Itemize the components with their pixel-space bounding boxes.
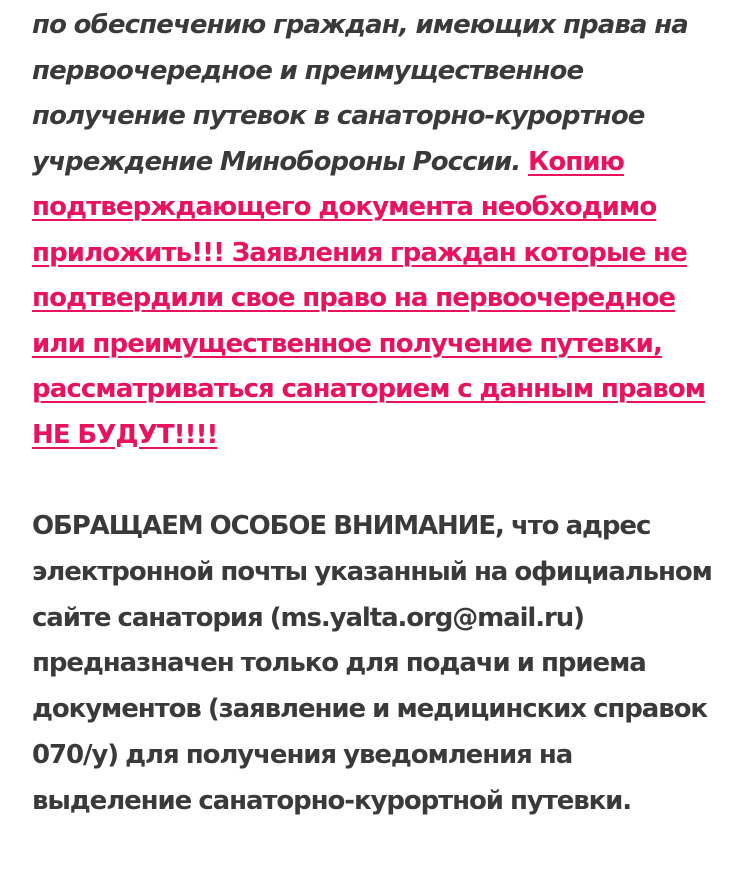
attention-heading-text: ОБРАЩАЕМ ОСОБОЕ ВНИМАНИЕ — [32, 511, 496, 541]
warning-link-text[interactable]: Копию подтверждающего документа необходимо приложить!!! Заявления граждан которые не подтвердили свое право на первоочередное или преимущественное получение путевки, рассматриваться санаторием с данным правом НЕ БУДУТ!!!! — [32, 146, 706, 450]
notice-paragraph-requirements — [32, 0, 712, 458]
notice-paragraph-email — [32, 504, 712, 825]
requirements-intro-text: по обеспечению граждан, имеющих права на первоочередное и преимущественное получение путевок в санаторно-курортное учреждение Минобороны России. — [32, 10, 688, 177]
email-notice-text: , что адрес электронной почты указанный на официальном сайте санатория (ms.yalta.org@mail.ru) предназначен только для подачи и приема документов (заявление и медицинских справок 070/у) для получения уведомления на выделение санаторно-курортной путевки. — [32, 511, 712, 816]
